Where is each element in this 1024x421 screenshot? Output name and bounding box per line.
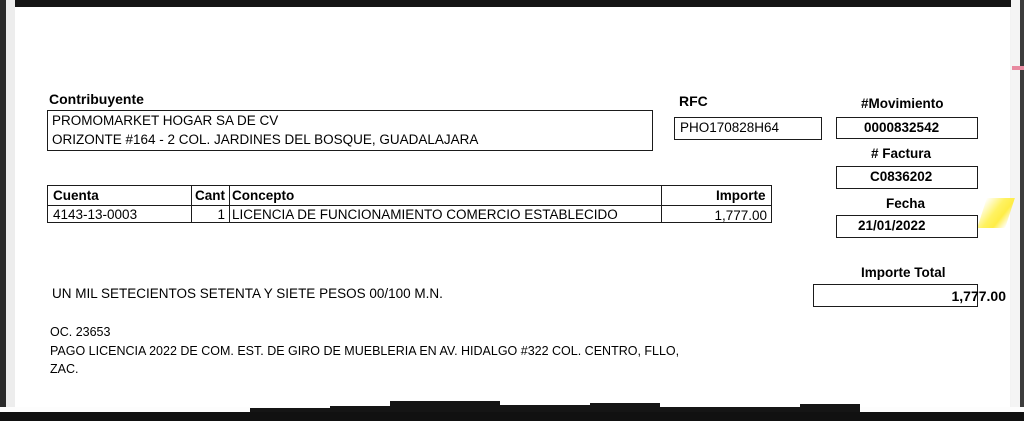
date-value: 21/01/2022 bbox=[858, 218, 926, 233]
table-header-concepto: Concepto bbox=[232, 188, 295, 203]
scan-shadow-blotch bbox=[800, 404, 860, 412]
taxpayer-address: ORIZONTE #164 - 2 COL. JARDINES DEL BOSQUE, GUADALAJARA bbox=[52, 132, 479, 147]
rfc-label: RFC bbox=[679, 93, 708, 109]
table-column-divider bbox=[661, 186, 662, 222]
table-cell-concepto: LICENCIA DE FUNCIONAMIENTO COMERCIO ESTABLECIDO bbox=[232, 207, 618, 222]
items-table bbox=[47, 185, 772, 223]
scan-edge-right-dark bbox=[1020, 0, 1024, 421]
table-header-importe: Importe bbox=[716, 188, 766, 203]
scan-shadow-blotch bbox=[660, 407, 800, 412]
taxpayer-label: Contribuyente bbox=[49, 91, 144, 107]
scan-shadow-blotch bbox=[590, 403, 660, 412]
note-line: PAGO LICENCIA 2022 DE COM. EST. DE GIRO DE MUEBLERIA EN AV. HIDALGO #322 COL. CENTRO, FLLO, bbox=[50, 344, 680, 358]
table-cell-importe: 1,777.00 bbox=[714, 208, 767, 223]
total-value: 1,777.00 bbox=[951, 288, 1006, 304]
scan-shadow-blotch bbox=[330, 406, 390, 412]
table-header-cuenta: Cuenta bbox=[53, 188, 99, 203]
scan-edge-top bbox=[0, 0, 1024, 7]
table-cell-cant: 1 bbox=[217, 207, 225, 222]
scan-shadow-blotch bbox=[250, 408, 330, 412]
table-column-divider bbox=[229, 186, 230, 222]
scan-edge-bottom-band bbox=[0, 412, 1024, 421]
invoice-value: C0836202 bbox=[870, 169, 933, 184]
note-line: OC. 23653 bbox=[50, 325, 111, 339]
amount-in-words: UN MIL SETECIENTOS SETENTA Y SIETE PESOS 00/100 M.N. bbox=[52, 286, 443, 301]
total-label: Importe Total bbox=[861, 265, 946, 280]
note-line: ZAC. bbox=[50, 362, 79, 376]
scan-shadow-blotch bbox=[390, 401, 500, 412]
table-column-divider bbox=[191, 186, 192, 222]
table-cell-cuenta: 4143-13-0003 bbox=[53, 207, 138, 222]
rfc-value: PHO170828H64 bbox=[680, 120, 780, 135]
scan-shadow-blotch bbox=[500, 405, 590, 412]
table-header-cant: Cant bbox=[195, 188, 225, 203]
pink-pen-mark bbox=[1012, 66, 1024, 70]
table-header-separator bbox=[48, 205, 771, 206]
invoice-label: # Factura bbox=[871, 146, 932, 161]
movement-label: #Movimiento bbox=[861, 96, 944, 111]
scan-edge-left-dark bbox=[0, 0, 6, 421]
date-label: Fecha bbox=[886, 196, 926, 211]
taxpayer-name: PROMOMARKET HOGAR SA DE CV bbox=[52, 113, 279, 128]
movement-value: 0000832542 bbox=[864, 120, 940, 135]
